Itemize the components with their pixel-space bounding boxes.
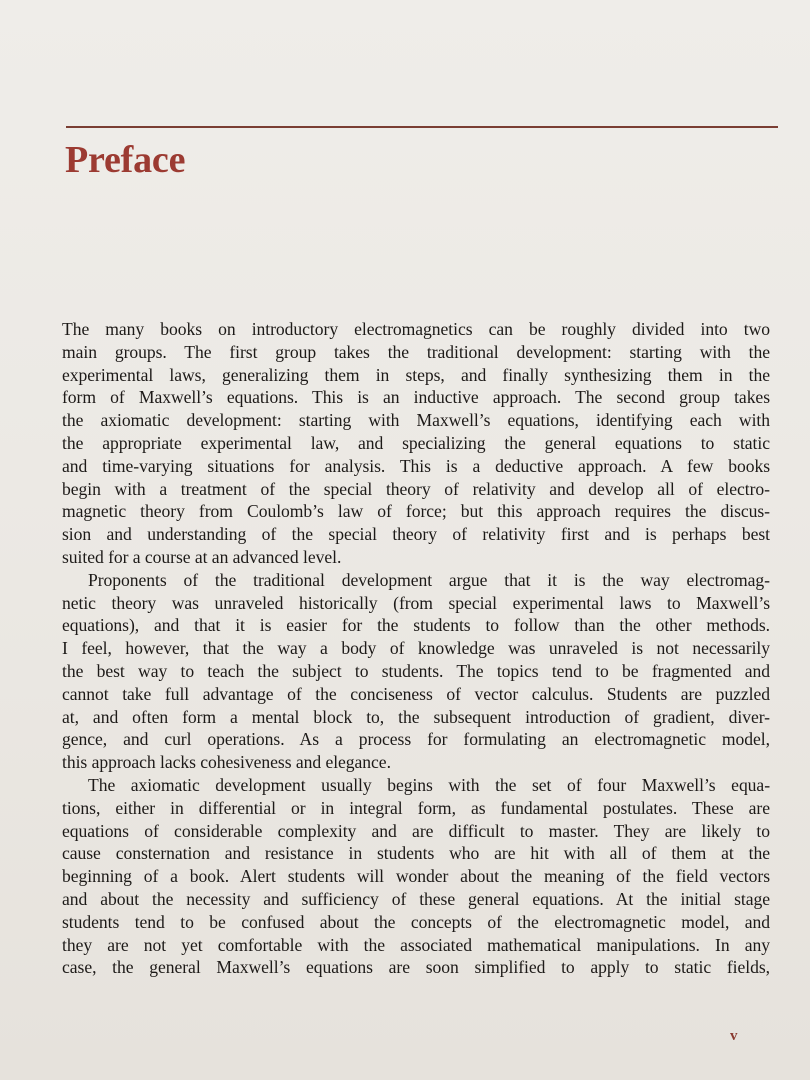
text-line: tions, either in differential or in integral form, as fundamental postulates. These are [62,797,770,818]
header-rule [66,126,778,128]
text-line: begin with a treatment of the special theory of relativity and develop all of electro- [62,478,770,499]
text-line: suited for a course at an advanced level. [62,546,342,567]
text-line: beginning of a book. Alert students will wonder about the meaning of the field vectors [62,866,770,887]
text-line: sion and understanding of the special theory of relativity first and is perhaps best [62,524,770,545]
text-line: I feel, however, that the way a body of knowledge was unraveled is not necessarily [62,638,770,659]
text-line: at, and often form a mental block to, the subsequent introduction of gradient, diver- [62,706,770,727]
text-line: this approach lacks cohesiveness and elegance. [62,752,391,773]
text-line: the appropriate experimental law, and specializing the general equations to static [62,432,770,453]
text-line: The many books on introductory electromagnetics can be roughly divided into two [62,319,770,339]
text-line: Proponents of the traditional development argue that it is the way electromag- [88,569,770,590]
text-line: gence, and curl operations. As a process for formulating an electromagnetic model, [62,729,770,750]
paragraph-1 [62,318,770,569]
paragraph-3 [62,774,770,979]
text-line: netic theory was unraveled historically (from special experimental laws to Maxwell’s [62,592,770,613]
text-line: The axiomatic development usually begins with the set of four Maxwell’s equa- [88,774,770,795]
text-line: cannot take full advantage of the conciseness of vector calculus. Students are puzzled [62,683,770,704]
text-line: form of Maxwell’s equations. This is an inductive approach. The second group takes [62,387,770,408]
text-line: main groups. The first group takes the traditional development: starting with the [62,341,770,362]
text-line: equations of considerable complexity and are difficult to master. They are likely to [62,820,770,841]
paragraph-2 [62,569,770,774]
text-line: case, the general Maxwell’s equations are soon simplified to apply to static fields, [62,957,770,978]
page-title: Preface [65,139,186,181]
text-line: experimental laws, generalizing them in steps, and finally synthesizing them in the [62,364,770,385]
page-number: v [730,1028,738,1044]
text-line: the axiomatic development: starting with Maxwell’s equations, identifying each with [62,410,770,431]
text-line: and about the necessity and sufficiency of these general equations. At the initial stage [62,888,770,909]
text-line: equations), and that it is easier for the students to follow than the other methods. [62,615,770,636]
text-line: and time-varying situations for analysis. This is a deductive approach. A few books [62,455,770,476]
text-line: students tend to be confused about the concepts of the electromagnetic model, and [62,911,770,932]
text-line: the best way to teach the subject to students. The topics tend to be fragmented and [62,660,770,681]
preface-body [62,318,770,979]
text-line: they are not yet comfortable with the associated mathematical manipulations. In any [62,934,770,955]
text-line: magnetic theory from Coulomb’s law of force; but this approach requires the discus- [62,501,770,522]
text-line: cause consternation and resistance in students who are hit with all of them at the [62,843,770,864]
